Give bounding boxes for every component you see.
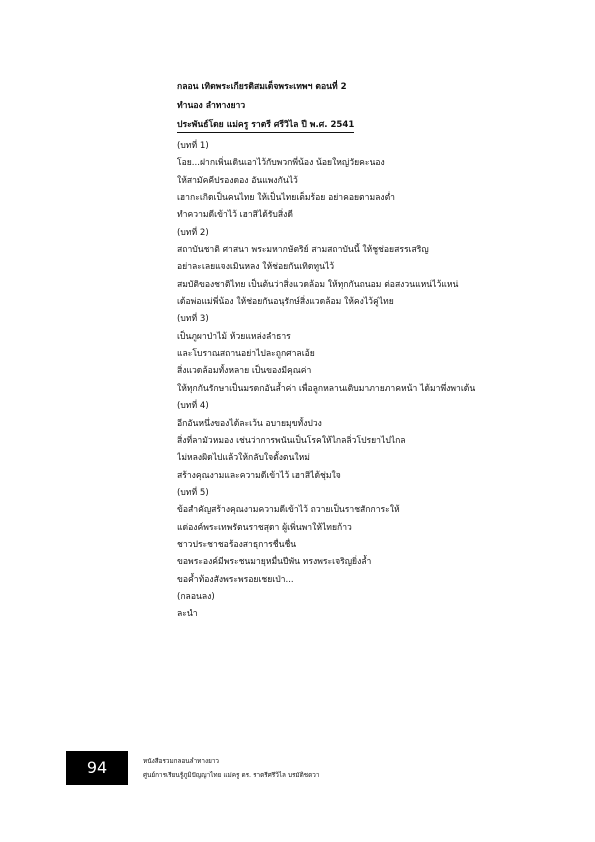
footer-book-title: หนังสือรวมกลอนลำทางยาว xyxy=(143,757,220,765)
lyric-line: และโบราณสถานอย่าไปละถูกศาลเอ้ย xyxy=(177,349,315,360)
lyric-line: ทำความดีเข้าไว้ เฮาสิได้รับสิ่งดี xyxy=(177,210,293,221)
lyric-line: (บทที่ 3) xyxy=(177,314,209,325)
footer-publisher: ศูนย์การเรียนรู้ภูมิปัญญาไทย แม่ครู ดร. ราตรีศรีวิไล บรมัติชดวา xyxy=(143,771,320,779)
lyric-line: ชาวประชาชอร้องสาธุการชื่นชื่น xyxy=(177,539,297,550)
lyric-line: อย่าละเลยแจงเมินหลง ให้ช่อยกันเทิดทูนไว้ xyxy=(177,262,335,273)
lyric-line: สมบัติของชาติไทย เป็นต้นว่าสิ่งแวดล้อม ให้ทุกกันถนอม ต่อสงวนแหน่ไว้แหน่ xyxy=(177,279,459,290)
lyric-line: เด้อพ่อแม่พี่น้อง ให้ช่อยกันอนุรักษ์สิ่งแวดล้อม ให้คงไว้คู่ไทย xyxy=(177,297,394,308)
lyric-line: แด่องค์พระเทพรัตนราชสุดา ผู้เพิ่นพาให้ไทยก้าว xyxy=(177,522,352,533)
lyric-line: อีกอันหนึ่งของได้ละเว้น อบายมุขทั้งปวง xyxy=(177,418,322,429)
page-number: 94 xyxy=(66,751,128,785)
footer-text xyxy=(143,754,319,782)
lyric-line: ให้ทุกกันรักษาเป็นมรดกอันล้ำค่า เพื่อลูกหลานเติบมาภายภาคหน้า ได้มาพึ่งพาเด้น xyxy=(177,383,476,394)
lyric-line: สร้างคุณงามและความดีเข้าไว้ เฮาสิได้ชุ่มใจ xyxy=(177,470,341,481)
poem-title: กลอน เทิดพระเกียรติสมเด็จพระเทพฯ ตอนที่ 2 xyxy=(177,82,347,92)
lyric-line: (บทที่ 2) xyxy=(177,227,209,238)
page-footer xyxy=(66,751,586,785)
lyric-line: เป็นภูผาป่าไม้ ห้วยแหล่งลำธาร xyxy=(177,331,291,342)
lyric-line: ไม่หลงผิดไปแล้วให้กลับใจตั้งตนใหม่ xyxy=(177,453,310,464)
lyric-line: (กลอนลง) xyxy=(177,591,215,602)
lyric-line: ขอค้ำท้องสังพระพรอยเชยเป่า... xyxy=(177,574,294,585)
lyric-line: สิ่งแวดล้อมทั้งหลาย เป็นของมีคุณค่า xyxy=(177,366,312,377)
lyric-line: สถาบันชาติ ศาสนา พระมหากษัตริย์ สามสถาบันนี้ ให้ชูช่อยสรรเสริญ xyxy=(177,245,429,256)
lyric-line: โอย...ฝากเพิ่นเดินเอาไว้กับพวกพี่น้อง น้อยใหญ่วัยคะนอง xyxy=(177,158,385,169)
lyric-line: ขอพระองค์มีพระชนมายุหมื่นปีพัน ทรงพระเจริญยิ่งล้ำ xyxy=(177,557,372,568)
composer-text: ประพันธ์โดย แม่ครู ราตรี ศรีวิไล ปี พ.ศ. 2541 xyxy=(177,119,354,133)
lyric-line: เฮากะเกิดเป็นคนไทย ให้เป็นไทยเต็มร้อย อย่าคอยตามลงต่ำ xyxy=(177,193,395,204)
lyric-line: ให้สามัคคีปรองดอง อันแพงกันไว้ xyxy=(177,175,298,186)
lyric-line: (บทที่ 4) xyxy=(177,401,209,412)
lyric-line: (บทที่ 1) xyxy=(177,141,209,151)
lyric-line: (บทที่ 5) xyxy=(177,487,209,498)
melody-line: ทำนอง ลำทางยาว xyxy=(177,101,246,111)
poem-header xyxy=(177,78,577,135)
lyric-line: ละนำ xyxy=(177,609,198,620)
lyric-line: ข้อสำคัญสร้างคุณงามความดีเข้าไว้ ถวายเป็นราชสักการะให้ xyxy=(177,505,400,516)
lyrics-block xyxy=(177,138,577,624)
lyric-line: สิ่งที่ลามัวหมอง เช่นว่าการพนันเป็นโรคให้ไกลลิ่วโปรยาไปไกล xyxy=(177,435,406,446)
page-content xyxy=(177,78,577,624)
composer-line xyxy=(177,116,577,135)
